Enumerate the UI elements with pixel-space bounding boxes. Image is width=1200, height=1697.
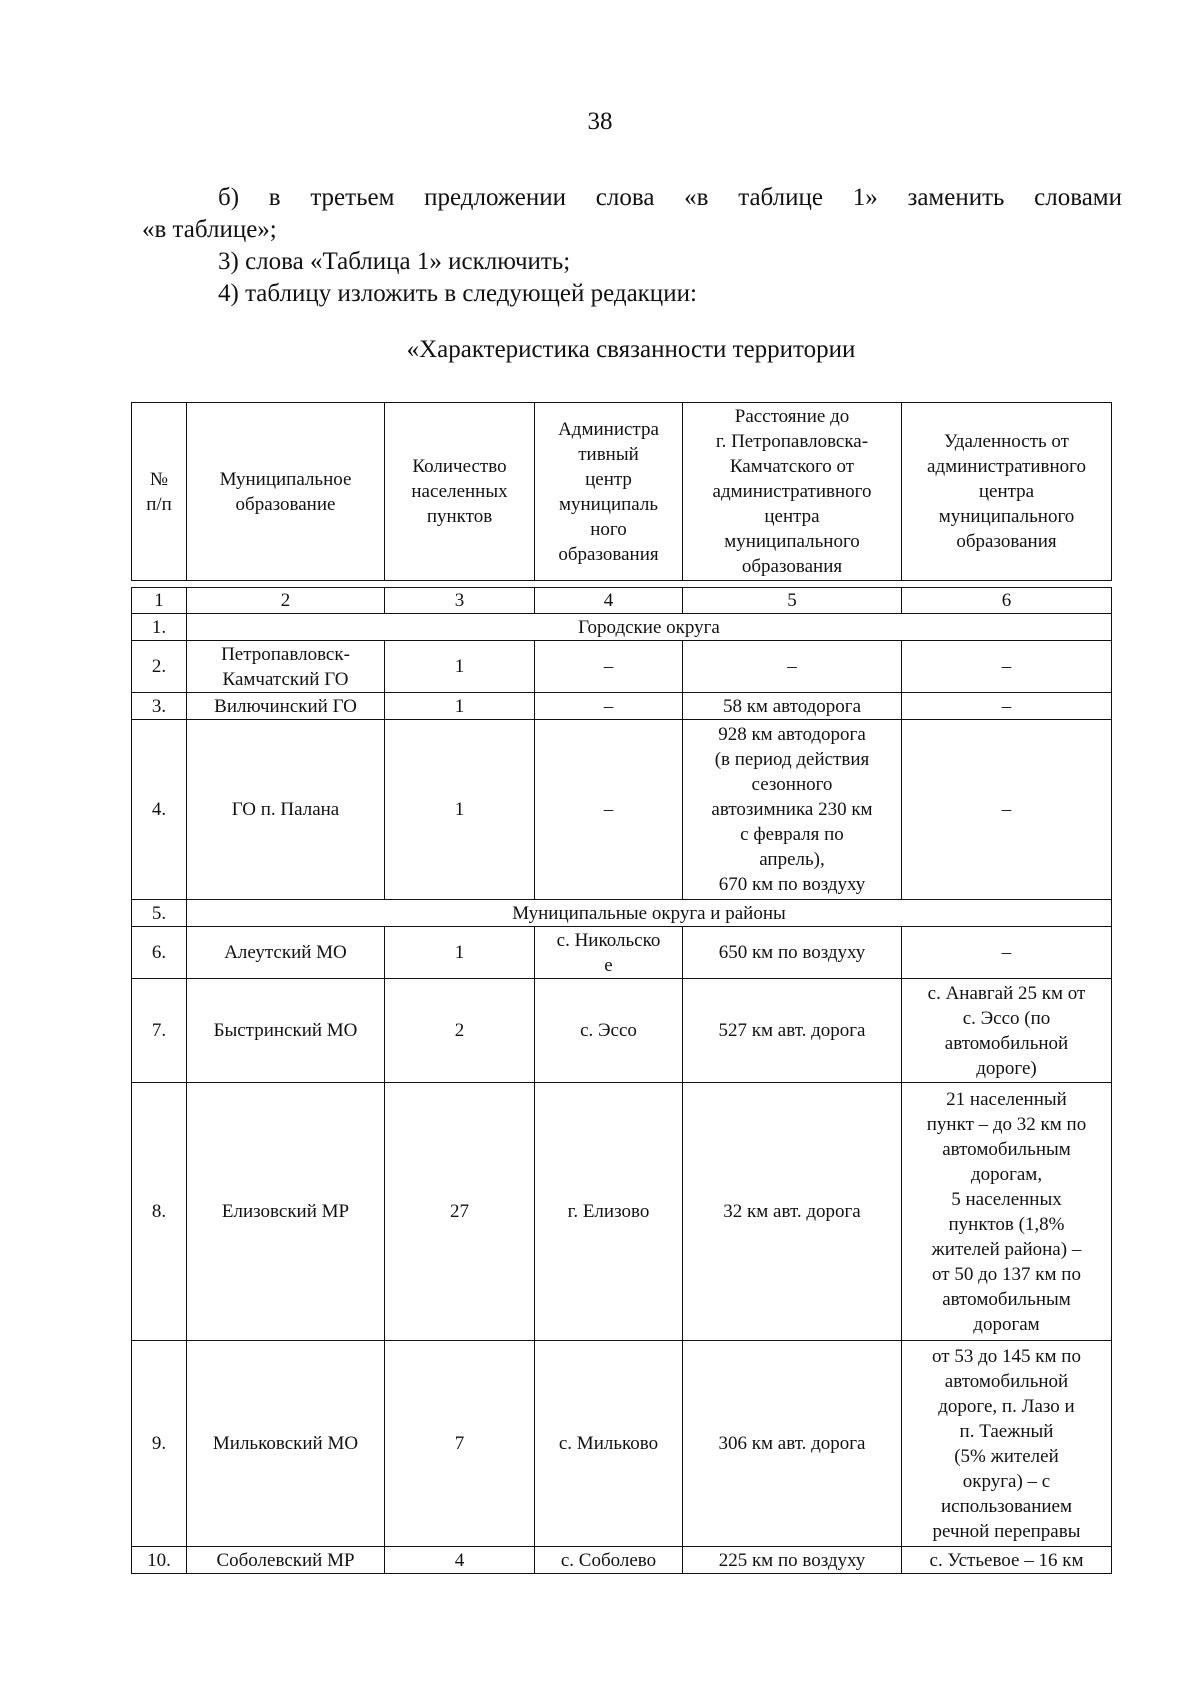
- table-title: «Характеристика связанности территории: [406, 336, 856, 363]
- remoteness-cell: 21 населенный пункт – до 32 км по автомобильным дорогам, 5 населенных пунктов (1,8% жителей района) – от 50 до 137 км по автомобильным дорогам: [902, 1083, 1112, 1341]
- column-number-cell: 1: [132, 588, 187, 614]
- row-num-cell: 5.: [132, 900, 187, 927]
- header-cell-admin-center: Администра тивный центр муниципаль ного образования: [535, 403, 683, 581]
- row-num-cell: 10.: [132, 1547, 187, 1574]
- table-row: [132, 720, 1112, 900]
- table-row: [132, 641, 1112, 693]
- row-num-cell: 1.: [132, 614, 187, 641]
- distance-cell: 306 км авт. дорога: [683, 1341, 902, 1547]
- table-row: [132, 927, 1112, 979]
- remoteness-cell: –: [902, 720, 1112, 900]
- distance-cell: 527 км авт. дорога: [683, 979, 902, 1083]
- instruction-paragraph-3: 4) таблицу изложить в следующей редакции:: [218, 280, 697, 307]
- municipality-cell: Соболевский МР: [187, 1547, 385, 1574]
- table-row: [132, 979, 1112, 1083]
- settlement-count-cell: 1: [385, 927, 535, 979]
- remoteness-cell: с. Устьевое – 16 км: [902, 1547, 1112, 1574]
- remoteness-cell: –: [902, 927, 1112, 979]
- settlement-count-cell: 4: [385, 1547, 535, 1574]
- page-number: 38: [587, 108, 613, 135]
- distance-cell: 32 км авт. дорога: [683, 1083, 902, 1341]
- column-number-cell: 2: [187, 588, 385, 614]
- admin-center-cell: с. Никольско е: [535, 927, 683, 979]
- municipality-cell: Вилючинский ГО: [187, 693, 385, 720]
- table-row: [132, 1547, 1112, 1574]
- instruction-paragraph-1: [142, 182, 1122, 246]
- admin-center-cell: –: [535, 641, 683, 693]
- section-row: [132, 614, 1112, 641]
- header-cell-municipality: Муниципальное образование: [187, 403, 385, 581]
- row-num-cell: 2.: [132, 641, 187, 693]
- column-number-cell: 3: [385, 588, 535, 614]
- header-cell-remoteness: Удаленность от административного центра муниципального образования: [902, 403, 1112, 581]
- municipality-cell: Алеутский МО: [187, 927, 385, 979]
- section-row: [132, 900, 1112, 927]
- row-num-cell: 3.: [132, 693, 187, 720]
- column-number-cell: 4: [535, 588, 683, 614]
- table-row: [132, 1083, 1112, 1341]
- settlement-count-cell: 7: [385, 1341, 535, 1547]
- remoteness-cell: с. Анавгай 25 км от с. Эссо (по автомобильной дороге): [902, 979, 1112, 1083]
- section-title-cell: Муниципальные округа и районы: [187, 900, 1112, 927]
- settlement-count-cell: 1: [385, 720, 535, 900]
- header-cell-num: № п/п: [132, 403, 187, 581]
- municipality-cell: Елизовский МР: [187, 1083, 385, 1341]
- instruction-line-1: б) в третьем предложении слова «в таблице 1» заменить словами: [218, 184, 1122, 211]
- admin-center-cell: с. Мильково: [535, 1341, 683, 1547]
- row-num-cell: 4.: [132, 720, 187, 900]
- municipality-cell: Мильковский МО: [187, 1341, 385, 1547]
- row-num-cell: 8.: [132, 1083, 187, 1341]
- admin-center-cell: –: [535, 720, 683, 900]
- data-table: [131, 587, 1112, 1574]
- distance-cell: –: [683, 641, 902, 693]
- remoteness-cell: от 53 до 145 км по автомобильной дороге, п. Лазо и п. Таежный (5% жителей округа) – с использованием речной переправы: [902, 1341, 1112, 1547]
- remoteness-cell: –: [902, 641, 1112, 693]
- column-number-row: [132, 588, 1112, 614]
- admin-center-cell: с. Соболево: [535, 1547, 683, 1574]
- admin-center-cell: г. Елизово: [535, 1083, 683, 1341]
- row-num-cell: 9.: [132, 1341, 187, 1547]
- settlement-count-cell: 1: [385, 693, 535, 720]
- header-row: [132, 403, 1112, 581]
- municipality-cell: Быстринский МО: [187, 979, 385, 1083]
- section-title-cell: Городские округа: [187, 614, 1112, 641]
- settlement-count-cell: 2: [385, 979, 535, 1083]
- row-num-cell: 6.: [132, 927, 187, 979]
- row-num-cell: 7.: [132, 979, 187, 1083]
- municipality-cell: ГО п. Палана: [187, 720, 385, 900]
- column-number-cell: 5: [683, 588, 902, 614]
- distance-cell: 650 км по воздуху: [683, 927, 902, 979]
- table-body: [132, 588, 1112, 1574]
- instruction-paragraph-2: 3) слова «Таблица 1» исключить;: [218, 248, 571, 275]
- distance-cell: 58 км автодорога: [683, 693, 902, 720]
- table-row: [132, 693, 1112, 720]
- instruction-line-2: «в таблице»;: [142, 216, 277, 243]
- table-row: [132, 1341, 1112, 1547]
- municipality-cell: Петропавловск- Камчатский ГО: [187, 641, 385, 693]
- distance-cell: 928 км автодорога (в период действия сезонного автозимника 230 км с февраля по апрель), 670 км по воздуху: [683, 720, 902, 900]
- admin-center-cell: –: [535, 693, 683, 720]
- settlement-count-cell: 1: [385, 641, 535, 693]
- distance-cell: 225 км по воздуху: [683, 1547, 902, 1574]
- admin-center-cell: с. Эссо: [535, 979, 683, 1083]
- column-number-cell: 6: [902, 588, 1112, 614]
- settlement-count-cell: 27: [385, 1083, 535, 1341]
- header-cell-settlement-count: Количество населенных пунктов: [385, 403, 535, 581]
- remoteness-cell: –: [902, 693, 1112, 720]
- table-header: [131, 402, 1112, 581]
- header-cell-distance: Расстояние до г. Петропавловска- Камчатского от административного центра муниципального образования: [683, 403, 902, 581]
